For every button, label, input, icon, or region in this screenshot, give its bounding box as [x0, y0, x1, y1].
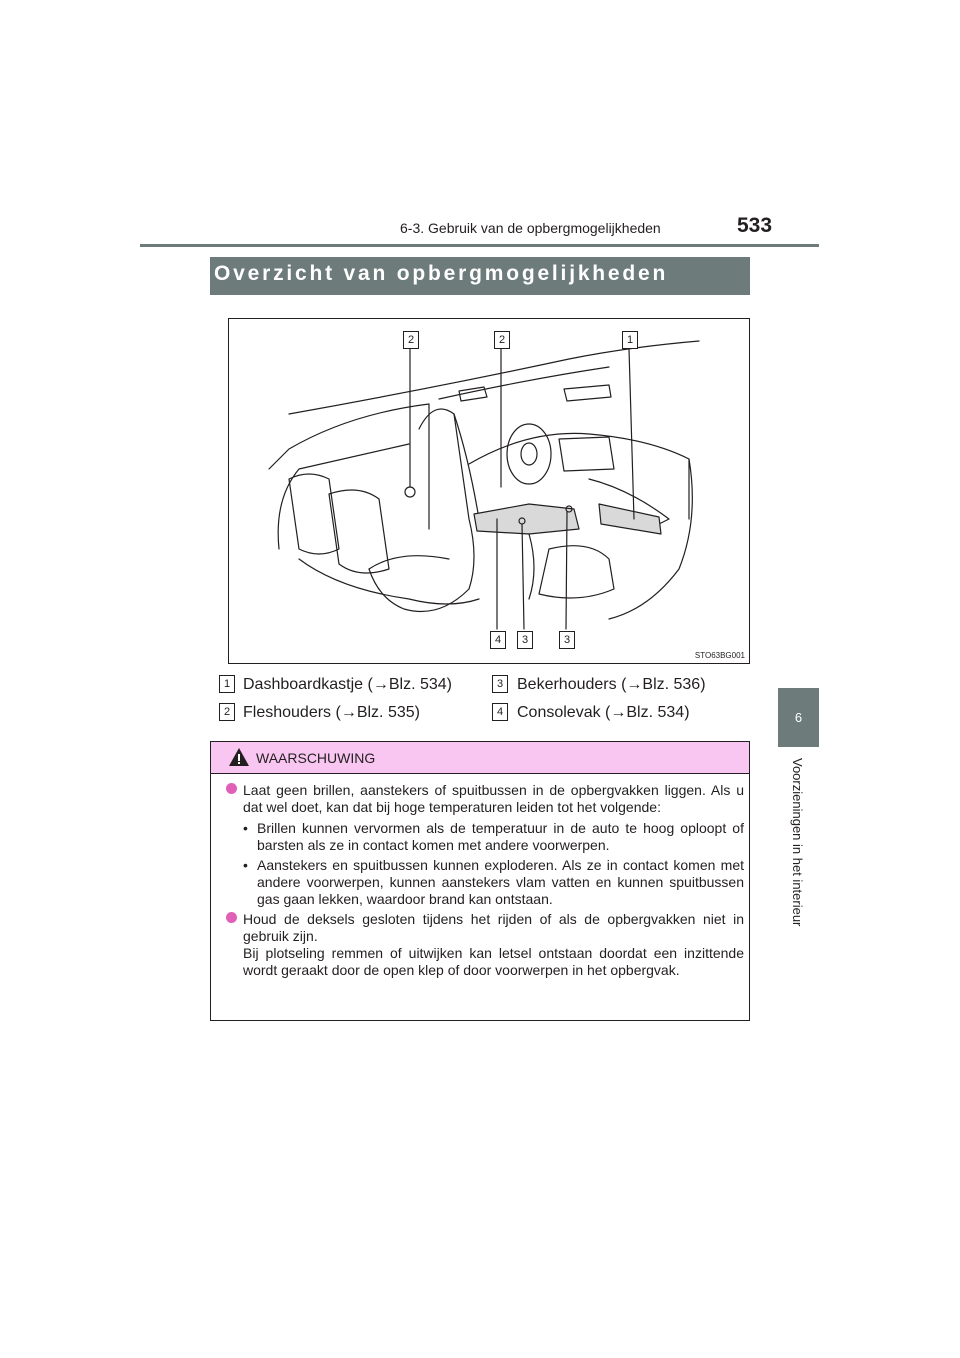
callout-badge: 1 — [622, 331, 638, 349]
legend-item-cup-holders: Bekerhouders (→Blz. 536) — [517, 676, 706, 693]
warning-bullet-continuation: Bij plotseling remmen of uitwijken kan letsel ontstaan doordat een inzittende wordt geraakt door de open klep of door voorwerpen in het opbergvak. — [243, 945, 744, 978]
interior-illustration — [228, 318, 750, 664]
callout-badge: 4 — [490, 631, 506, 649]
warning-triangle-icon — [228, 747, 250, 767]
page-number: 533 — [737, 214, 773, 237]
legend-item-bottle-holders: Fleshouders (→Blz. 535) — [243, 704, 420, 721]
warning-sub-text: Brillen kunnen vervormen als de temperatuur in de auto te hoog oploopt of barsten als ze in contact komen met andere voorwerpen. — [257, 820, 744, 853]
callout-badge: 3 — [559, 631, 575, 649]
running-header-section: 6-3. Gebruik van de opbergmogelijkheden — [400, 220, 661, 236]
warning-bullet — [226, 782, 744, 816]
warning-bullet-text: Laat geen brillen, aanstekers of spuitbussen in de opbergvakken liggen. Als u dat wel doet, kan dat bij hoge temperaturen leiden tot het volgende: — [243, 782, 744, 815]
chapter-tab — [778, 688, 819, 747]
warning-sub-item — [226, 820, 744, 854]
warning-sub-text: Aanstekers en spuitbussen kunnen exploderen. Als ze in contact komen met andere voorwerpen, kunnen aanstekers vlam vatten en kunnen spuitbussen gas gaan lekken, waardoor brand kan ontstaan. — [257, 857, 744, 907]
callout-badge: 2 — [494, 331, 510, 349]
warning-sub-item — [226, 857, 744, 908]
chapter-title-text: Voorzieningen in het interieur — [790, 758, 805, 927]
chapter-number: 6 — [794, 710, 803, 725]
legend-number: 1 — [219, 675, 235, 693]
callout-badge: 2 — [403, 331, 419, 349]
warning-bullet — [226, 911, 744, 979]
section-title: Overzicht van opbergmogelijkheden — [214, 262, 669, 285]
chapter-title-vertical — [790, 758, 810, 958]
legend-item-console-box: Consolevak (→Blz. 534) — [517, 704, 690, 721]
car-interior-drawing — [229, 319, 749, 663]
warning-title: WAARSCHUWING — [256, 750, 376, 766]
legend-number: 4 — [492, 703, 508, 721]
legend-number: 2 — [219, 703, 235, 721]
sub-bullet-marker: • — [243, 820, 248, 836]
warning-box — [210, 741, 750, 1021]
callout-badge: 3 — [517, 631, 533, 649]
sub-bullet-marker: • — [243, 857, 248, 873]
bullet-dot-icon — [226, 783, 237, 794]
warning-header — [211, 742, 749, 774]
warning-body — [226, 782, 744, 983]
legend-item-glovebox: Dashboardkastje (→Blz. 534) — [243, 676, 452, 693]
header-divider — [140, 244, 819, 247]
warning-bullet-text: Houd de deksels gesloten tijdens het rijden of als de opbergvakken niet in gebruik zijn. — [243, 911, 744, 944]
bullet-dot-icon — [226, 912, 237, 923]
legend-number: 3 — [492, 675, 508, 693]
figure-code: STO63BG001 — [694, 651, 745, 660]
section-banner — [210, 257, 750, 295]
